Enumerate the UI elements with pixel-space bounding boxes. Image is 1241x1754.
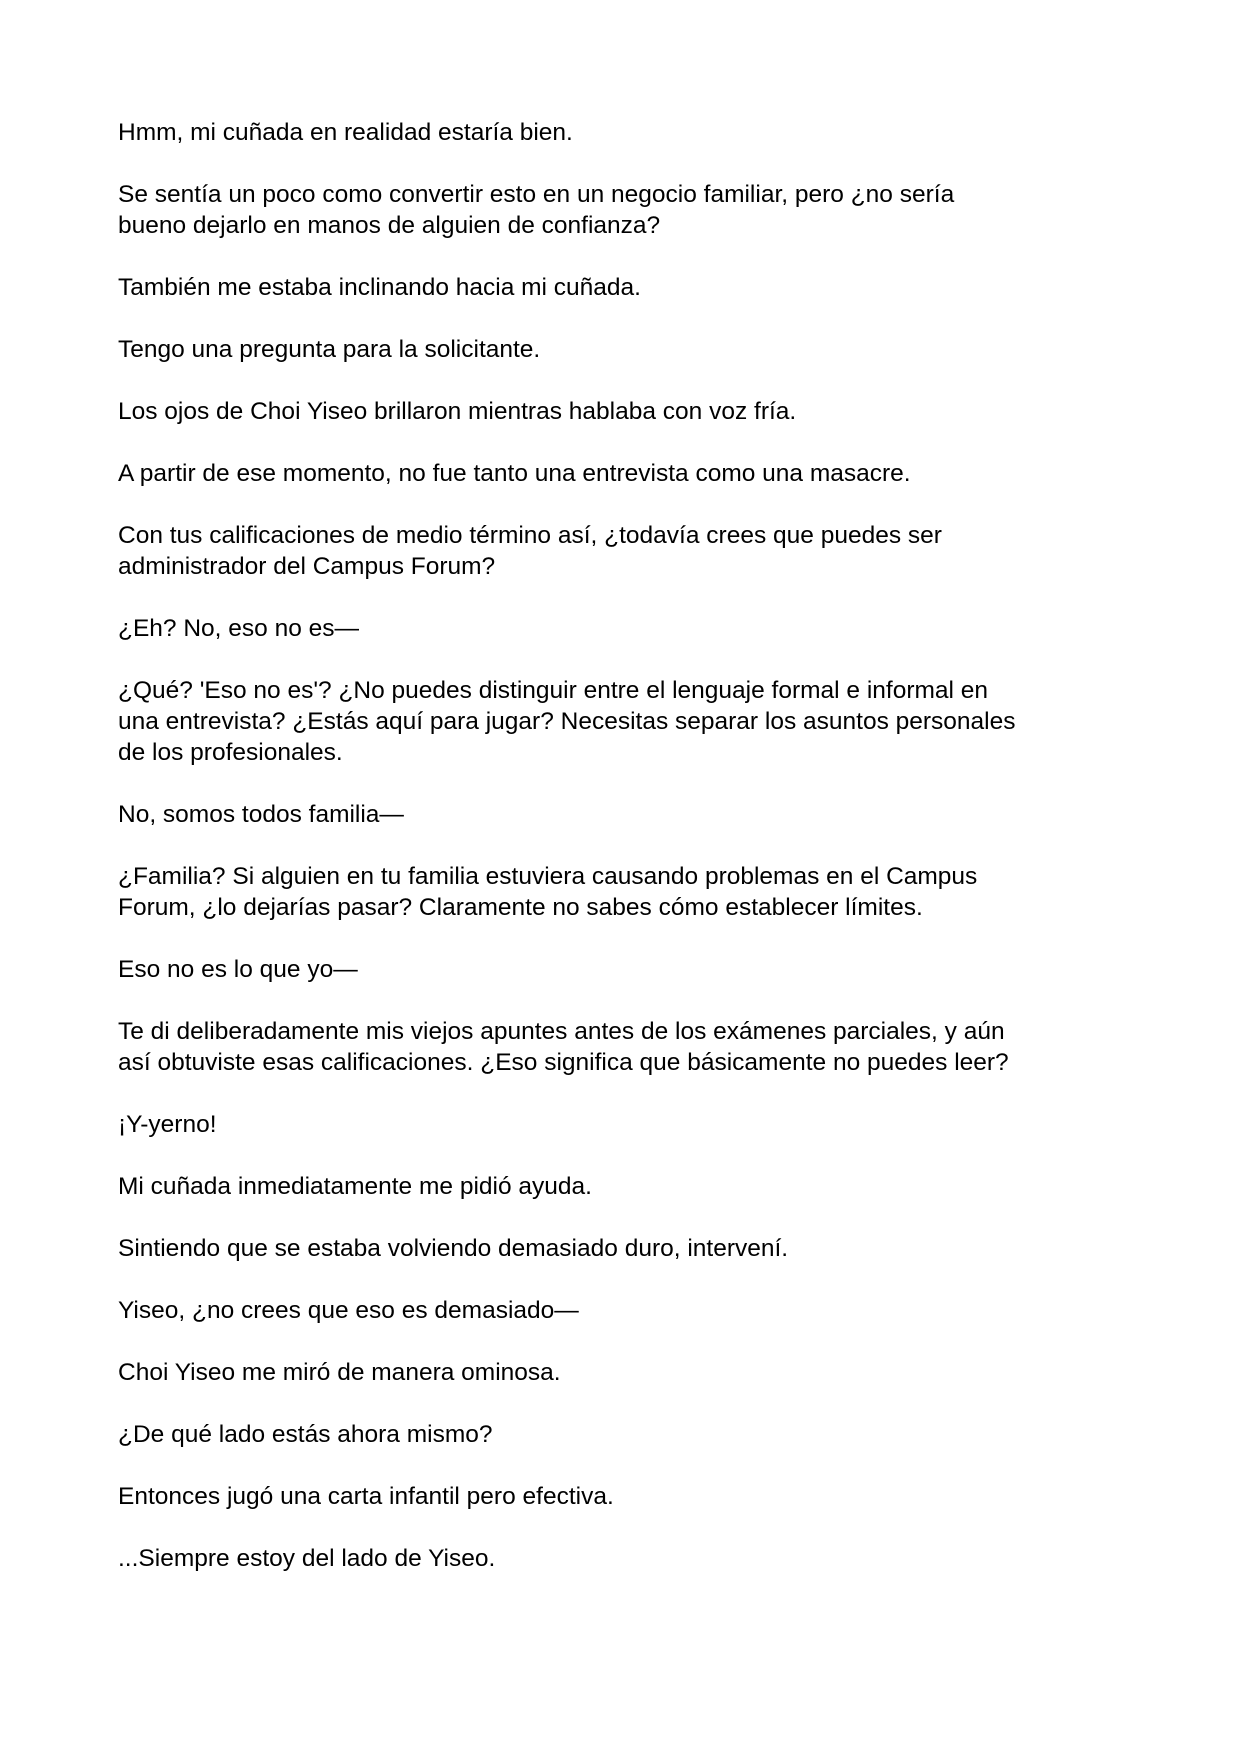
paragraph — [118, 799, 1128, 830]
text-line: administrador del Campus Forum? — [118, 553, 496, 580]
paragraph — [118, 1357, 1128, 1388]
paragraph — [118, 1481, 1128, 1512]
paragraph — [118, 117, 1128, 148]
text-line: Entonces jugó una carta infantil pero efectiva. — [118, 1483, 614, 1510]
text-line: También me estaba inclinando hacia mi cuñada. — [118, 274, 641, 301]
text-line: así obtuviste esas calificaciones. ¿Eso significa que básicamente no puedes leer? — [118, 1049, 1009, 1076]
text-line: Yiseo, ¿no crees que eso es demasiado— — [118, 1297, 579, 1324]
document-body — [118, 117, 1128, 1605]
paragraph — [118, 613, 1128, 644]
text-line: Forum, ¿lo dejarías pasar? Claramente no sabes cómo establecer límites. — [118, 894, 923, 921]
paragraph — [118, 1171, 1128, 1202]
text-line: Se sentía un poco como convertir esto en un negocio familiar, pero ¿no sería — [118, 181, 955, 208]
text-line: ¿Familia? Si alguien en tu familia estuviera causando problemas en el Campus — [118, 863, 978, 890]
text-line: Eso no es lo que yo— — [118, 956, 358, 983]
paragraph — [118, 458, 1128, 489]
text-line: Tengo una pregunta para la solicitante. — [118, 336, 541, 363]
text-line: No, somos todos familia— — [118, 801, 404, 828]
text-line: A partir de ese momento, no fue tanto una entrevista como una masacre. — [118, 460, 911, 487]
text-line: Los ojos de Choi Yiseo brillaron mientras hablaba con voz fría. — [118, 398, 797, 425]
text-line: ¿Qué? 'Eso no es'? ¿No puedes distinguir entre el lenguaje formal e informal en — [118, 677, 989, 704]
text-line: ¿De qué lado estás ahora mismo? — [118, 1421, 493, 1448]
text-line: ...Siempre estoy del lado de Yiseo. — [118, 1545, 496, 1572]
paragraph — [118, 1109, 1128, 1140]
text-line: Choi Yiseo me miró de manera ominosa. — [118, 1359, 561, 1386]
text-line: Sintiendo que se estaba volviendo demasiado duro, intervení. — [118, 1235, 789, 1262]
paragraph — [118, 179, 1128, 241]
paragraph — [118, 1543, 1128, 1574]
paragraph — [118, 1016, 1128, 1078]
text-line: ¿Eh? No, eso no es— — [118, 615, 360, 642]
paragraph — [118, 272, 1128, 303]
text-line: de los profesionales. — [118, 739, 343, 766]
paragraph — [118, 1419, 1128, 1450]
text-line: Mi cuñada inmediatamente me pidió ayuda. — [118, 1173, 592, 1200]
text-line: bueno dejarlo en manos de alguien de confianza? — [118, 212, 661, 239]
text-line: Hmm, mi cuñada en realidad estaría bien. — [118, 119, 573, 146]
text-line: una entrevista? ¿Estás aquí para jugar? Necesitas separar los asuntos personales — [118, 708, 1016, 735]
paragraph — [118, 1295, 1128, 1326]
text-line: Te di deliberadamente mis viejos apuntes antes de los exámenes parciales, y aún — [118, 1018, 1005, 1045]
paragraph — [118, 1233, 1128, 1264]
paragraph — [118, 675, 1128, 768]
paragraph — [118, 954, 1128, 985]
text-line: ¡Y-yerno! — [118, 1111, 217, 1138]
paragraph — [118, 861, 1128, 923]
paragraph — [118, 520, 1128, 582]
paragraph — [118, 334, 1128, 365]
paragraph — [118, 396, 1128, 427]
text-line: Con tus calificaciones de medio término así, ¿todavía crees que puedes ser — [118, 522, 942, 549]
